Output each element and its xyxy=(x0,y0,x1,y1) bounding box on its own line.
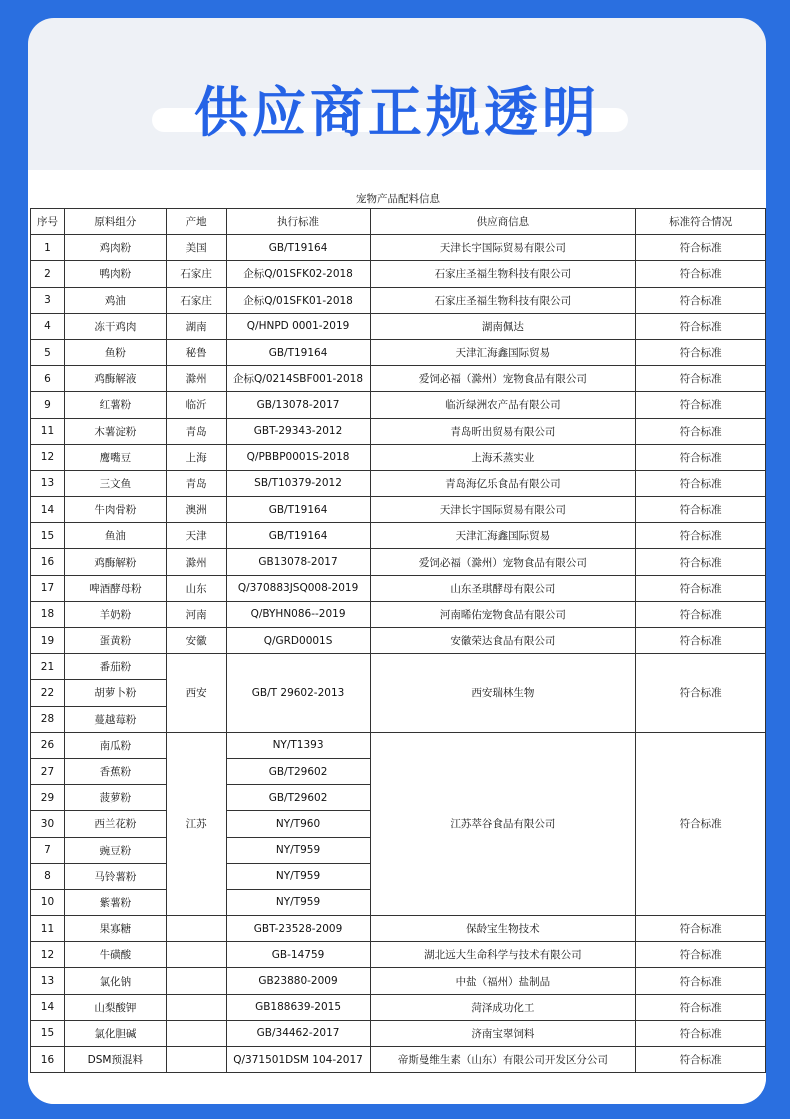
cell-standard: 企标Q/01SFK01-2018 xyxy=(226,287,370,313)
cell-origin: 湖南 xyxy=(166,313,226,339)
cell-ingredient: 鸡油 xyxy=(64,287,166,313)
cell-ingredient: 豌豆粉 xyxy=(64,837,166,863)
cell-supplier: 湖南佩达 xyxy=(370,313,636,339)
cell-index: 2 xyxy=(31,261,65,287)
cell-ingredient: 鸭肉粉 xyxy=(64,261,166,287)
cell-standard: GB188639-2015 xyxy=(226,994,370,1020)
page-title: 供应商正规透明 xyxy=(194,81,600,144)
cell-standard: GBT-23528-2009 xyxy=(226,916,370,942)
cell-supplier: 上海禾蒸实业 xyxy=(370,444,636,470)
cell-compliance: 符合标准 xyxy=(636,916,766,942)
cell-standard: Q/GRD0001S xyxy=(226,628,370,654)
cell-supplier: 青岛昕出贸易有限公司 xyxy=(370,418,636,444)
cell-standard: GB23880-2009 xyxy=(226,968,370,994)
cell-standard: 企标Q/0214SBF001-2018 xyxy=(226,366,370,392)
cell-ingredient: 马铃薯粉 xyxy=(64,863,166,889)
cell-ingredient: 胡萝卜粉 xyxy=(64,680,166,706)
cell-ingredient: 菠萝粉 xyxy=(64,785,166,811)
cell-origin: 滁州 xyxy=(166,549,226,575)
table-caption: 宠物产品配料信息 xyxy=(31,188,766,209)
cell-supplier: 山东圣琪酵母有限公司 xyxy=(370,575,636,601)
cell-supplier: 湖北远大生命科学与技术有限公司 xyxy=(370,942,636,968)
cell-standard: GB/T19164 xyxy=(226,523,370,549)
cell-supplier: 石家庄圣福生物科技有限公司 xyxy=(370,261,636,287)
cell-index: 26 xyxy=(31,732,65,758)
cell-compliance: 符合标准 xyxy=(636,261,766,287)
cell-supplier: 中盐（福州）盐制品 xyxy=(370,968,636,994)
cell-compliance: 符合标准 xyxy=(636,1047,766,1073)
cell-standard: GB/34462-2017 xyxy=(226,1020,370,1046)
cell-ingredient: 鸡肉粉 xyxy=(64,235,166,261)
cell-ingredient: 香蕉粉 xyxy=(64,758,166,784)
cell-index: 5 xyxy=(31,339,65,365)
cell-standard: GB-14759 xyxy=(226,942,370,968)
cell-ingredient: 冻干鸡肉 xyxy=(64,313,166,339)
cell-origin: 山东 xyxy=(166,575,226,601)
cell-compliance: 符合标准 xyxy=(636,575,766,601)
cell-ingredient: 三文鱼 xyxy=(64,470,166,496)
header-row xyxy=(31,209,766,235)
cell-index: 15 xyxy=(31,523,65,549)
cell-standard: GB/T29602 xyxy=(226,785,370,811)
table-row xyxy=(31,968,766,994)
cell-compliance: 符合标准 xyxy=(636,549,766,575)
cell-index: 16 xyxy=(31,1047,65,1073)
cell-index: 16 xyxy=(31,549,65,575)
cell-origin: 临沂 xyxy=(166,392,226,418)
header-standard: 执行标准 xyxy=(226,209,370,235)
table-row xyxy=(31,523,766,549)
cell-origin: 美国 xyxy=(166,235,226,261)
cell-ingredient: 氯化钠 xyxy=(64,968,166,994)
cell-index: 18 xyxy=(31,601,65,627)
cell-origin xyxy=(166,942,226,968)
cell-index: 3 xyxy=(31,287,65,313)
header-ingredient: 原料组分 xyxy=(64,209,166,235)
header-origin: 产地 xyxy=(166,209,226,235)
cell-compliance-merged: 符合标准 xyxy=(636,732,766,915)
cell-origin: 安徽 xyxy=(166,628,226,654)
table-row xyxy=(31,366,766,392)
cell-compliance: 符合标准 xyxy=(636,235,766,261)
table-row xyxy=(31,261,766,287)
cell-index: 19 xyxy=(31,628,65,654)
header-compliance: 标准符合情况 xyxy=(636,209,766,235)
cell-standard: GB/T29602 xyxy=(226,758,370,784)
cell-supplier: 石家庄圣福生物科技有限公司 xyxy=(370,287,636,313)
cell-index: 9 xyxy=(31,392,65,418)
cell-standard: GBT-29343-2012 xyxy=(226,418,370,444)
table-row xyxy=(31,287,766,313)
cell-compliance: 符合标准 xyxy=(636,523,766,549)
cell-ingredient: 牛肉骨粉 xyxy=(64,497,166,523)
cell-compliance: 符合标准 xyxy=(636,942,766,968)
cell-index: 1 xyxy=(31,235,65,261)
cell-index: 8 xyxy=(31,863,65,889)
table-row xyxy=(31,1047,766,1073)
cell-supplier: 青岛海亿乐食品有限公司 xyxy=(370,470,636,496)
cell-ingredient: 南瓜粉 xyxy=(64,732,166,758)
cell-origin-merged: 西安 xyxy=(166,654,226,733)
cell-supplier: 河南晞佑宠物食品有限公司 xyxy=(370,601,636,627)
table-row xyxy=(31,732,766,758)
cell-origin: 上海 xyxy=(166,444,226,470)
table-row xyxy=(31,444,766,470)
cell-compliance: 符合标准 xyxy=(636,628,766,654)
cell-origin xyxy=(166,916,226,942)
table-row xyxy=(31,313,766,339)
ingredient-table xyxy=(30,188,766,1073)
cell-supplier: 帝斯曼维生素（山东）有限公司开发区分公司 xyxy=(370,1047,636,1073)
cell-index: 13 xyxy=(31,470,65,496)
cell-compliance: 符合标准 xyxy=(636,418,766,444)
cell-index: 30 xyxy=(31,811,65,837)
cell-compliance-merged: 符合标准 xyxy=(636,654,766,733)
cell-index: 17 xyxy=(31,575,65,601)
cell-standard: SB/T10379-2012 xyxy=(226,470,370,496)
cell-ingredient: 蛋黄粉 xyxy=(64,628,166,654)
card xyxy=(28,18,766,1104)
header-index: 序号 xyxy=(31,209,65,235)
table-row xyxy=(31,470,766,496)
cell-compliance: 符合标准 xyxy=(636,366,766,392)
table-row xyxy=(31,942,766,968)
cell-ingredient: 啤酒酵母粉 xyxy=(64,575,166,601)
cell-supplier: 菏泽成功化工 xyxy=(370,994,636,1020)
cell-compliance: 符合标准 xyxy=(636,313,766,339)
cell-index: 10 xyxy=(31,889,65,915)
cell-standard: GB/13078-2017 xyxy=(226,392,370,418)
cell-standard: GB13078-2017 xyxy=(226,549,370,575)
cell-origin: 石家庄 xyxy=(166,287,226,313)
table-row xyxy=(31,916,766,942)
cell-ingredient: 西兰花粉 xyxy=(64,811,166,837)
cell-origin xyxy=(166,994,226,1020)
cell-index: 7 xyxy=(31,837,65,863)
table-row xyxy=(31,418,766,444)
cell-ingredient: 鸡酶解液 xyxy=(64,366,166,392)
cell-compliance: 符合标准 xyxy=(636,497,766,523)
cell-index: 14 xyxy=(31,994,65,1020)
cell-compliance: 符合标准 xyxy=(636,470,766,496)
cell-ingredient: 鱼油 xyxy=(64,523,166,549)
cell-origin-merged: 江苏 xyxy=(166,732,226,915)
cell-index: 11 xyxy=(31,418,65,444)
cell-origin xyxy=(166,1020,226,1046)
cell-ingredient: 山梨酸钾 xyxy=(64,994,166,1020)
cell-compliance: 符合标准 xyxy=(636,444,766,470)
cell-standard: NY/T959 xyxy=(226,889,370,915)
cell-ingredient: 氯化胆碱 xyxy=(64,1020,166,1046)
cell-standard: Q/BYHN086--2019 xyxy=(226,601,370,627)
table-row xyxy=(31,549,766,575)
cell-supplier-merged: 江苏萃谷食品有限公司 xyxy=(370,732,636,915)
cell-supplier: 天津汇海鑫国际贸易 xyxy=(370,339,636,365)
cell-ingredient: 番茄粉 xyxy=(64,654,166,680)
table-row xyxy=(31,628,766,654)
spreadsheet xyxy=(28,170,766,1104)
cell-index: 6 xyxy=(31,366,65,392)
cell-supplier: 天津汇海鑫国际贸易 xyxy=(370,523,636,549)
cell-standard: Q/370883JSQ008-2019 xyxy=(226,575,370,601)
cell-index: 21 xyxy=(31,654,65,680)
cell-supplier: 爱饲必福（滁州）宠物食品有限公司 xyxy=(370,549,636,575)
cell-compliance: 符合标准 xyxy=(636,601,766,627)
cell-standard: NY/T1393 xyxy=(226,732,370,758)
cell-origin: 秘鲁 xyxy=(166,339,226,365)
cell-standard: 企标Q/01SFK02-2018 xyxy=(226,261,370,287)
cell-supplier: 天津长宇国际贸易有限公司 xyxy=(370,235,636,261)
cell-ingredient: 鸡酶解粉 xyxy=(64,549,166,575)
cell-supplier: 临沂绿洲农产品有限公司 xyxy=(370,392,636,418)
cell-compliance: 符合标准 xyxy=(636,392,766,418)
table-row xyxy=(31,392,766,418)
cell-index: 28 xyxy=(31,706,65,732)
cell-ingredient: 牛磺酸 xyxy=(64,942,166,968)
cell-origin: 青岛 xyxy=(166,418,226,444)
cell-compliance: 符合标准 xyxy=(636,339,766,365)
cell-standard: Q/371501DSM 104-2017 xyxy=(226,1047,370,1073)
cell-ingredient: 果寡糖 xyxy=(64,916,166,942)
cell-supplier: 爱饲必福（滁州）宠物食品有限公司 xyxy=(370,366,636,392)
cell-ingredient: 鹰嘴豆 xyxy=(64,444,166,470)
table-row xyxy=(31,497,766,523)
cell-standard-merged: GB/T 29602-2013 xyxy=(226,654,370,733)
cell-standard: NY/T960 xyxy=(226,811,370,837)
cell-standard: NY/T959 xyxy=(226,863,370,889)
cell-standard: GB/T19164 xyxy=(226,497,370,523)
cell-index: 27 xyxy=(31,758,65,784)
cell-index: 22 xyxy=(31,680,65,706)
cell-origin: 滁州 xyxy=(166,366,226,392)
cell-origin xyxy=(166,1047,226,1073)
cell-index: 14 xyxy=(31,497,65,523)
cell-origin: 天津 xyxy=(166,523,226,549)
cell-index: 29 xyxy=(31,785,65,811)
table-row xyxy=(31,1020,766,1046)
cell-supplier: 天津长宇国际贸易有限公司 xyxy=(370,497,636,523)
cell-index: 13 xyxy=(31,968,65,994)
table-row xyxy=(31,994,766,1020)
cell-ingredient: 木薯淀粉 xyxy=(64,418,166,444)
table-row xyxy=(31,654,766,680)
cell-compliance: 符合标准 xyxy=(636,287,766,313)
cell-standard: Q/PBBP0001S-2018 xyxy=(226,444,370,470)
cell-origin xyxy=(166,968,226,994)
cell-ingredient: 羊奶粉 xyxy=(64,601,166,627)
cell-index: 11 xyxy=(31,916,65,942)
cell-standard: NY/T959 xyxy=(226,837,370,863)
table-row xyxy=(31,235,766,261)
cell-ingredient: 红薯粉 xyxy=(64,392,166,418)
cell-standard: GB/T19164 xyxy=(226,339,370,365)
cell-ingredient: 蔓越莓粉 xyxy=(64,706,166,732)
table-row xyxy=(31,339,766,365)
cell-supplier-merged: 西安瑞林生物 xyxy=(370,654,636,733)
table-body xyxy=(31,235,766,1073)
cell-index: 4 xyxy=(31,313,65,339)
cell-compliance: 符合标准 xyxy=(636,1020,766,1046)
cell-ingredient: 紫薯粉 xyxy=(64,889,166,915)
cell-index: 15 xyxy=(31,1020,65,1046)
header-supplier: 供应商信息 xyxy=(370,209,636,235)
cell-compliance: 符合标准 xyxy=(636,994,766,1020)
table-row xyxy=(31,575,766,601)
cell-compliance: 符合标准 xyxy=(636,968,766,994)
table-row xyxy=(31,601,766,627)
cell-origin: 河南 xyxy=(166,601,226,627)
cell-standard: Q/HNPD 0001-2019 xyxy=(226,313,370,339)
cell-ingredient: 鱼粉 xyxy=(64,339,166,365)
cell-supplier: 济南宝翠饲料 xyxy=(370,1020,636,1046)
cell-ingredient: DSM预混料 xyxy=(64,1047,166,1073)
cell-index: 12 xyxy=(31,444,65,470)
cell-origin: 石家庄 xyxy=(166,261,226,287)
cell-supplier: 保龄宝生物技术 xyxy=(370,916,636,942)
cell-origin: 青岛 xyxy=(166,470,226,496)
cell-supplier: 安徽荣达食品有限公司 xyxy=(370,628,636,654)
cell-origin: 澳洲 xyxy=(166,497,226,523)
cell-standard: GB/T19164 xyxy=(226,235,370,261)
cell-index: 12 xyxy=(31,942,65,968)
